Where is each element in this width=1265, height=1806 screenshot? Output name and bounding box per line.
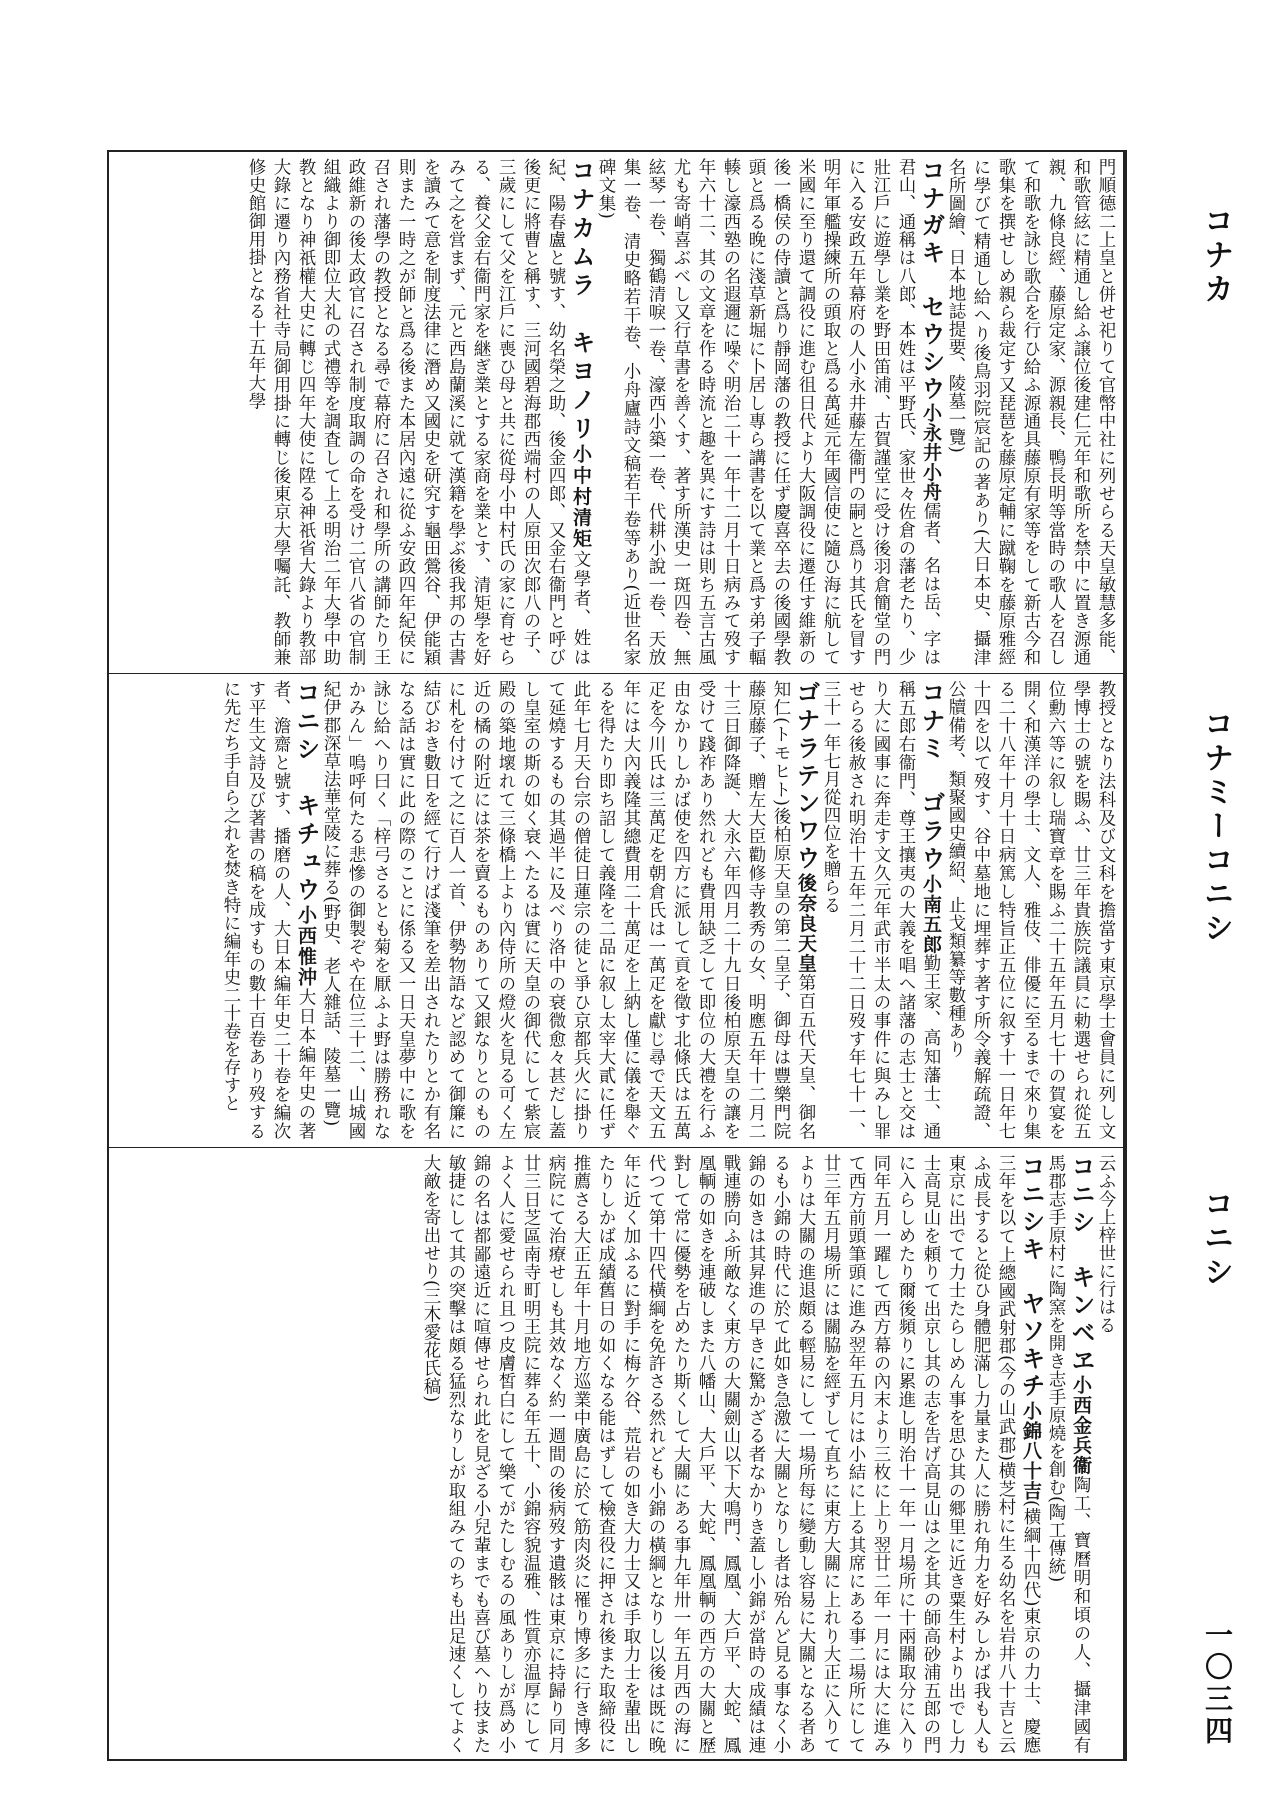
text-band-top	[112, 158, 1118, 666]
entry-body: 儒者、名は岳、字は君山、通稱は八郎、本姓は平野氏、家世々佐倉の藩老たり、少壯江戶に遊學し業を野田笛浦、古賀謹堂に受け後羽倉簡堂の門に入る安政五年幕府の人小永井藤左衞門の嗣と爲り其氏を冒す明年軍艦操練所の頭取と爲る萬延元年國信使に隨ひ海に航して米國に至り還て調役に進む徂日代より大阪調役に遷任す維新の後一橋侯の侍讀と爲り靜岡藩の教授に任ず慶喜卒去の後國學教頭と爲る晚に淺草新堀に卜居し專ら講書を以て業と爲す弟子輻輳し濠西塾の名遐邇に噪ぐ明治二十一年十二月十日病みて歿す年六十二、其の文章を作る時流と趣を異にす詩は則ち五言古風尤も寄峭喜ぶべし又行草書を善くす、著す所漢史一斑四卷、無絃琴一卷、獨鶴清唳一卷、濠西小築一卷、代耕小說一卷、天放集一卷、清史略若干卷、小舟廬詩文稿若干卷等あり(近世名家碑文集)	[596, 158, 941, 666]
entry-body: 陶工、寶曆明和頃の人、攝津國有馬郡志手原村に陶窯を開き志手原燒を創む(陶工傳統)	[1046, 1154, 1091, 1754]
running-header-top: コナカ	[1198, 205, 1233, 307]
running-header-middle: コナミーコニシ	[1198, 708, 1233, 946]
continued-text: 門順德二上皇と併せ祀りて官幣中社に列せらる天皇敏慧多能、和歌管絃に精通し給ふ譲位後建仁元年和歌所を禁中に置き源通親、九條良經、藤原定家、源親長、鴨長明等當時の歌人を召して和歌を詠じ歌合を行ひ給ふ源通具藤原有家等をして新古今和歌集を撰せしめ親ら裁定す又琵琶を藤原定輔に蹴鞠を藤原雅經に學びて精通し給へり	[971, 158, 1116, 666]
entry-heading: コナミ ゴラウ	[917, 680, 945, 874]
entry-heading: コニシ キチュウ	[292, 680, 320, 906]
entry-heading: ゴナラテンワウ	[792, 680, 820, 874]
text-band-bottom	[112, 1154, 1118, 1754]
continued-text-end: 後鳥羽院宸記の著あり(大日本史、攝津名所圖繪、日本地誌提要、陵墓一覽)	[946, 158, 991, 666]
entry-heading: コニシキ ヤソキチ	[1017, 1154, 1045, 1401]
text-column	[112, 680, 1118, 1140]
page-number: 一〇三四	[1201, 1620, 1234, 1748]
entry-body: (横綱十四代)東京の力士、慶應三年を以て上總國武射郡(今の山武郡)横芝村に生る幼名を岩井八十吉と云ふ成長すると從ひ身體肥滿し力量また人に勝れ角力を好みしかば我も人も東京に出でて力士たらしめん事を思ひ其の郷里に近き粟生村より出でし力士高見山を頼りて出京し其の志を告げ高見山は之を其の師高砂浦五郎の門に入らしめたり爾後頻りに累進し明治十一年一月場所に十兩關取分に入り同年五月一躍して西方幕の內末より三枚に上り翌廿二年一月には大に進みて西方前頭筆頭に進み翌年五月には小結に上る其席にある事二場所にして廿三年五月場所には關脇を經ずして直ちに東方大關に上れり大正に入りてよりは大關の進退頗る輕易にして一場所每に變動し容易に大關となる者あるも小錦の時代に於て此如き急激に大關となりし者は殆んど見る事なく小錦の如きは其昇進の早きに驚かざる者なかりき蓋し小錦が當時の成績は連戰連勝向ふ所敵なく東方の大關劍山以下大鳴門、鳳凰、大戶平、大蛇、鳳凰輌の如きを連破しまた八幡山、大戶平、大蛇、鳳凰輌の西方の大關と歷對して常に優勢を占めたり斯くして大關にある事九年卅一年五月西の海に代つて第十四代橫綱を免許さる然れども小錦の橫綱となりし以後は既に晚年に近く加ふるに對手に梅ケ谷、荒岩の如き大力士又は手取力士を輩出したりしかば成績舊日の如くなる能はずして檢査役に押され後また取締役に推薦さる大正五年十月地方巡業中廣島に於て筋肉炎に罹り博多に行き博多病院にて治療せしも其效なく約一週間の後病歿す遺骸は東京に持歸り同月廿三日芝區南寺町明王院に葬る年五十、小錦容貌温雅、性質亦温厚にしてよく人に愛せられ且つ皮膚皙白にして樂てがたしむるの風ありしが爲め小錦の名は都鄙遠近に喧傳せられ此を見ざる小兒輩までも喜び墓へり技また敏捷にして其の突擊は頗る猛烈なりしが取組みてのちも出足速くしてよく大敵を寄出せり(三木愛花氏稿)	[421, 1154, 1041, 1754]
entry-heading: コナカムラ キヨノリ	[567, 158, 595, 445]
running-header-bottom: コニシ	[1198, 1188, 1233, 1290]
text-column	[112, 1154, 1118, 1754]
entry-alias: 小中村清矩	[570, 444, 592, 550]
entry-alias: 小錦八十吉	[1020, 1400, 1042, 1500]
entry-alias: 小永井小舟	[920, 403, 942, 502]
text-column	[112, 158, 1118, 666]
entry-body: 第百五代天皇、御名知仁(トモヒト)後柏原天皇の第二皇子、御母は豐樂門院藤原藤子、贈左大臣勸修寺教秀の女、明應五年十二月二十三日御降誕、大永六年四月二十九日後柏原天皇の讓を受けて踐祚あり然れども費用缺乏して即位の大禮を行ふ由なかりしかば使を四方に派して貢を徵す北條氏は五萬疋を今川氏は三萬疋を朝倉氏は一萬疋を獻じ尋で天文五年には大內義隆其總費用二十萬疋を上納し僅に儀を舉ぐるを得たり即ち詔して義隆を二品に叙し太宰大貳に任ず此年七月天台宗の僧徒日蓮宗の徒と爭ひ京都兵火に掛りて延燒するもの其過半に及べり洛中の衰微愈々甚だし蓋し皇室の斯の如く衰へたるは實に天皇の御代にして紫宸殿の築地壞れて三條橋上より內侍所の燈火を見る可く左近の橘の附近には茶を賣るものありて又銀なりとのものに札を付けて之に百人一首、伊勢物語など認めて御簾に結びおき數日を經て行けば淺筆を差出されたりとか有名なる話は實に此の際のことに係る又一日天皇夢中に歌を詠じ給へり曰く「梓弓さるとも菊を厭ふよ野は勝務れなかみん」嗚呼何たる悲慘の御製ぞや在位三十二、山城國紀伊郡深草法華堂陵に葬る(野史、老人雜話、陵墓一覽)	[321, 680, 816, 1140]
continued-text: 云ふ今上梓世に行はる	[1096, 1154, 1116, 1334]
entry-alias: 小西金兵衞	[1070, 1374, 1092, 1476]
continued-text: 教授となり法科及び文科を擔當す東京學士會員に列し文學博士の號を賜ふ、廿三年貴族院議員に勅選せられ從五位勳六等に叙し瑞寶章を賜ふ二十五年五月七十の賀宴を開く和漢洋の學士、文人、雅伎、俳優に至るまで來り集る二十八年十月十日病篤し特旨正五位に叙す十一日年七十四を以て歿す、谷中墓地に埋葬す著す所令義解疏證、公牘備考、類聚國史續紹、止戈類纂等數種あり	[946, 680, 1116, 1140]
entry-heading: コニシ キンベヱ	[1067, 1154, 1095, 1375]
entry-body: 大日本編年史の著者、澹齋と號す、播磨の人、大日本編年史二十卷を編次す平生文詩及び著書の稿を成すもの數十百卷あり歿するに先だち手自ら之れを焚き特に編年史二十卷を存すと	[221, 680, 316, 1140]
entry-alias: 後奈良天皇	[795, 873, 817, 974]
entry-body: 勤王家、高知藩士、通稱五郎右衞門、尊王攘夷の大義を唱へ諸藩の志士と交はり大に國事に奔走す文久元年武市半太の事件に與みし罪せらる後赦され明治十五年二月二十二日歿す年七十一、三十一年七月從四位を贈らる	[821, 680, 941, 1140]
margin-rule	[1125, 150, 1127, 1761]
entry-heading: コナガキ セウシウ	[917, 158, 945, 404]
section-divider-upper	[107, 673, 1125, 674]
section-divider-lower	[107, 1147, 1125, 1148]
entry-alias: 小西惟沖	[295, 905, 317, 988]
entry-alias: 小南五郎	[920, 873, 942, 955]
text-band-middle	[112, 680, 1118, 1140]
entry-body: 文學者、姓は紀、陽春盧と號す、幼名榮之助、後金四郎、又金右衞門と呼び後更に將曹と稱す、三河國碧海郡西端村の人原田次郎八の子、三歲にして父を江戶に喪ひ母と共に從母小中村氏の家に育せらる、養父金右衞門家を継ぎ業とする家商を業とす、清矩學を好みて之を営まず、元と西島蘭溪に就て漢籍を學ぶ後我邦の古書を讀みて意を制度法律に潛め又國史を研究す龜田鶯谷、伊能穎則また一時之が師と爲る後また本居內遠に從ふ安政四年紀侯に召され藩學の教授となる尋で幕府に召され和學所の講師たり王政維新の後太政官に召され制度取調の命を受け二官八省の官制組織より御即位大礼の式禮等を調査して上る明治二年大學中助教となり神祇權大史に轉じ四年大使に陞る神祇省大錄より教部大錄に遷り內務省社寺局御用掛に轉じ後東京大學囑託、教師兼修史館御用掛となる十五年大學	[246, 158, 591, 666]
